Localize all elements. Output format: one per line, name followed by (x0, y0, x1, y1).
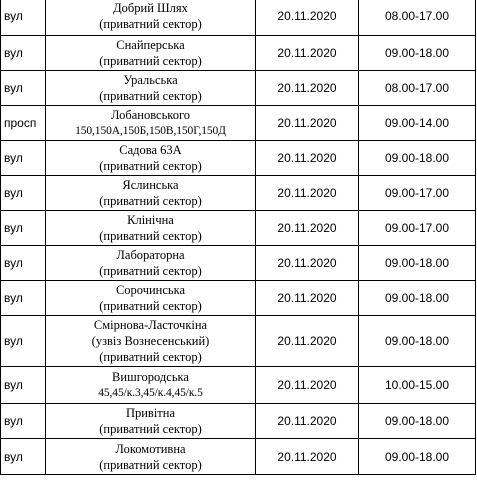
street-name: Лабораторна (116, 248, 185, 262)
street-name: Локомотивна (115, 441, 186, 456)
street-type-cell: вул (1, 367, 46, 404)
date-cell: 20.11.2020 (256, 316, 359, 367)
time-cell: 08.00-17.00 (359, 0, 476, 36)
date-cell: 20.11.2020 (256, 36, 359, 71)
street-detail: (приватний сектор) (99, 350, 202, 364)
street-name-cell (46, 36, 256, 71)
street-detail: (приватний сектор) (99, 264, 202, 278)
time-cell: 10.00-15.00 (359, 367, 476, 404)
street-name: Снайперська (116, 38, 185, 52)
table-row (1, 0, 476, 36)
time-cell: 09.00-18.00 (359, 141, 476, 176)
date-cell: 20.11.2020 (256, 176, 359, 211)
street-type-cell: вул (1, 0, 46, 36)
time-cell: 09.00-18.00 (359, 439, 476, 475)
time-cell: 09.00-18.00 (359, 404, 476, 439)
table-row (1, 141, 476, 176)
street-type-cell: вул (1, 211, 46, 246)
street-detail: (приватний сектор) (99, 159, 202, 173)
street-name: Уральська (123, 73, 178, 87)
table-row (1, 316, 476, 367)
street-name-cell (46, 211, 256, 246)
street-detail: (приватний сектор) (99, 194, 202, 208)
time-cell: 09.00-18.00 (359, 316, 476, 367)
street-type-cell: вул (1, 246, 46, 281)
date-cell: 20.11.2020 (256, 439, 359, 475)
street-detail: (приватний сектор) (99, 457, 202, 472)
date-cell: 20.11.2020 (256, 71, 359, 106)
street-name: Вишгородська (112, 370, 189, 384)
street-detail: 150,150А,150Б,150В,150Г,150Д (75, 125, 226, 137)
street-name: Привітна (125, 406, 176, 420)
street-type-cell: просп (1, 106, 46, 141)
table-row (1, 367, 476, 404)
street-detail: (приватний сектор) (99, 299, 202, 313)
street-type-cell: вул (1, 439, 46, 475)
time-cell: 09.00-18.00 (359, 281, 476, 316)
street-type-cell: вул (1, 176, 46, 211)
street-type-cell: вул (1, 404, 46, 439)
street-name-cell (46, 246, 256, 281)
table-row (1, 246, 476, 281)
time-cell: 09.00-17.00 (359, 176, 476, 211)
street-name-cell (46, 71, 256, 106)
street-name-cell (46, 176, 256, 211)
street-detail: (приватний сектор) (99, 229, 202, 243)
street-detail: (приватний сектор) (99, 54, 202, 68)
table-row (1, 404, 476, 439)
table-row (1, 439, 476, 475)
street-detail: 45,45/к.3,45/к.4,45/к.5 (98, 387, 203, 399)
table-row (1, 281, 476, 316)
street-name-cell (46, 316, 256, 367)
time-cell: 09.00-17.00 (359, 211, 476, 246)
street-name: Яслинська (122, 178, 179, 192)
table-row (1, 36, 476, 71)
street-type-cell: вул (1, 71, 46, 106)
street-name-cell (46, 367, 256, 404)
street-detail: (узвіз Вознесенський) (91, 334, 210, 348)
time-cell: 09.00-18.00 (359, 246, 476, 281)
street-detail: (приватний сектор) (99, 422, 202, 436)
street-detail: (приватний сектор) (99, 89, 202, 103)
date-cell: 20.11.2020 (256, 281, 359, 316)
street-name-cell (46, 0, 256, 36)
time-cell: 08.00-17.00 (359, 71, 476, 106)
street-name: Смірнова-Ласточкіна (93, 318, 208, 332)
date-cell: 20.11.2020 (256, 0, 359, 36)
street-type-cell: вул (1, 316, 46, 367)
street-type-cell: вул (1, 141, 46, 176)
street-name: Добрий Шлях (113, 1, 188, 15)
date-cell: 20.11.2020 (256, 211, 359, 246)
date-cell: 20.11.2020 (256, 367, 359, 404)
street-detail: (приватний сектор) (99, 17, 202, 31)
table-row (1, 176, 476, 211)
street-name-cell (46, 106, 256, 141)
street-name: Клінічна (127, 213, 174, 227)
street-name: Садова 63А (119, 143, 182, 157)
date-cell: 20.11.2020 (256, 141, 359, 176)
table-body (1, 0, 476, 475)
date-cell: 20.11.2020 (256, 106, 359, 141)
table-row (1, 71, 476, 106)
street-name: Лобановського (110, 108, 191, 122)
date-cell: 20.11.2020 (256, 246, 359, 281)
street-type-cell: вул (1, 281, 46, 316)
date-cell: 20.11.2020 (256, 404, 359, 439)
street-name-cell (46, 404, 256, 439)
table-row (1, 106, 476, 141)
table-row (1, 211, 476, 246)
street-name: Сорочинська (115, 283, 186, 297)
street-name-cell (46, 281, 256, 316)
street-name-cell (46, 141, 256, 176)
street-type-cell: вул (1, 36, 46, 71)
street-name-cell (46, 439, 256, 475)
time-cell: 09.00-18.00 (359, 36, 476, 71)
time-cell: 09.00-14.00 (359, 106, 476, 141)
